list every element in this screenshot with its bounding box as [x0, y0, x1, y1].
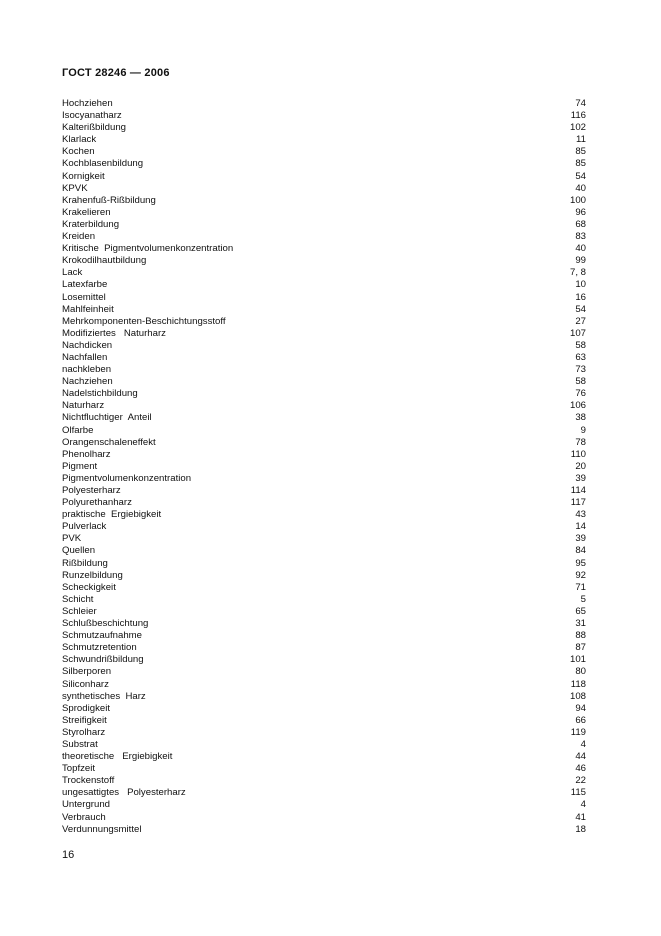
index-page-ref: 63	[575, 351, 586, 363]
index-entry	[62, 461, 588, 473]
index-term: Mehrkomponenten-Beschichtungsstoff	[62, 315, 226, 327]
index-page-ref: 108	[569, 690, 586, 702]
index-entry	[62, 255, 588, 267]
index-entry	[62, 195, 588, 207]
index-page-ref: 4	[580, 799, 586, 811]
index-entry	[62, 521, 588, 533]
index-term: PVK	[62, 533, 82, 545]
index-entry	[62, 824, 588, 836]
index-page-ref: 46	[575, 763, 586, 775]
index-entry	[62, 618, 588, 630]
index-entry	[62, 352, 588, 364]
index-term: synthetisches Harz	[62, 690, 146, 702]
index-term: theoretische Ergiebigkeit	[62, 751, 173, 763]
index-page-ref: 85	[575, 158, 586, 170]
index-page-ref: 38	[575, 412, 586, 424]
index-term: Kreiden	[62, 231, 96, 243]
index-entry	[62, 606, 588, 618]
index-term: Pigment	[62, 460, 98, 472]
index-page-ref: 84	[575, 545, 586, 557]
index-term: Streifigkeit	[62, 714, 107, 726]
index-term: Nadelstichbildung	[62, 388, 138, 400]
index-entry	[62, 267, 588, 279]
index-entry	[62, 400, 588, 412]
index-term: Untergrund	[62, 799, 110, 811]
index-term: Lack	[62, 267, 83, 279]
index-page-ref: 10	[575, 279, 586, 291]
index-entry	[62, 171, 588, 183]
index-entry	[62, 570, 588, 582]
index-term: Orangenschaleneffekt	[62, 436, 156, 448]
index-term: Schwundrißbildung	[62, 654, 144, 666]
index-entry	[62, 122, 588, 134]
index-entry	[62, 485, 588, 497]
index-entry	[62, 582, 588, 594]
index-page-ref: 16	[575, 291, 586, 303]
index-page-ref: 102	[569, 122, 586, 134]
index-page-ref: 39	[575, 533, 586, 545]
index-term: Polyesterharz	[62, 485, 121, 496]
index-entry	[62, 691, 588, 703]
index-page-ref: 76	[575, 388, 586, 400]
index-term: Trockenstoff	[62, 775, 115, 787]
index-term: Runzelbildung	[62, 569, 123, 581]
index-page-ref: 115	[570, 787, 586, 799]
index-page-ref: 119	[570, 726, 586, 738]
index-entry	[62, 727, 588, 739]
index-entry	[62, 449, 588, 461]
index-term: KPVK	[62, 182, 88, 194]
index-term: Schmutzaufnahme	[62, 630, 142, 642]
index-entry	[62, 497, 588, 509]
index-entry	[62, 533, 588, 545]
index-entry	[62, 594, 588, 606]
index-entry	[62, 642, 588, 654]
index-entry	[62, 328, 588, 340]
index-page-ref: 78	[575, 436, 586, 448]
index-entry	[62, 437, 588, 449]
index-page-ref: 54	[575, 303, 586, 315]
index-term: Pulverlack	[62, 521, 107, 533]
index-entry	[62, 110, 588, 122]
index-page-ref: 95	[575, 557, 586, 569]
index-term: Klarlack	[62, 134, 97, 146]
index-entry	[62, 715, 588, 727]
index-term: Rißbildung	[62, 557, 108, 569]
index-term: Silberporen	[62, 666, 112, 678]
index-term: Verbrauch	[62, 811, 106, 823]
index-entry	[62, 473, 588, 485]
index-term: Verdunnungsmittel	[62, 823, 142, 835]
index-page-ref: 99	[575, 255, 586, 267]
index-page-ref: 118	[570, 678, 586, 690]
index-page-ref: 43	[575, 509, 586, 521]
index-term: Topfzeit	[62, 763, 96, 775]
index-page-ref: 83	[575, 231, 586, 243]
index-term: Kalterißbildung	[62, 122, 126, 134]
index-page-ref: 65	[575, 605, 586, 617]
index-term: Losemittel	[62, 291, 106, 303]
index-entry	[62, 316, 588, 328]
index-page-ref: 66	[575, 714, 586, 726]
index-entry	[62, 509, 588, 521]
alphabetical-index	[62, 98, 588, 836]
index-term: Substrat	[62, 738, 98, 750]
index-page-ref: 7, 8	[569, 267, 586, 279]
index-entry	[62, 364, 588, 376]
index-entry	[62, 412, 588, 424]
index-page-ref: 117	[570, 497, 586, 509]
index-page-ref: 114	[570, 485, 586, 496]
index-page-ref: 71	[575, 581, 586, 593]
index-entry	[62, 183, 588, 195]
index-page-ref: 39	[575, 472, 586, 484]
index-page-ref: 4	[580, 738, 586, 750]
index-term: Krahenfuß-Rißbildung	[62, 194, 156, 206]
index-term: praktische Ergiebigkeit	[62, 509, 162, 521]
index-entry	[62, 98, 588, 110]
index-entry	[62, 654, 588, 666]
index-entry	[62, 666, 588, 678]
index-page-ref: 14	[575, 521, 586, 533]
index-page-ref: 41	[575, 811, 586, 823]
index-term: Hochziehen	[62, 98, 113, 109]
index-page-ref: 96	[575, 206, 586, 218]
index-page-ref: 18	[575, 823, 586, 835]
index-entry	[62, 376, 588, 388]
index-term: Olfarbe	[62, 424, 94, 436]
index-term: Polyurethanharz	[62, 497, 132, 509]
index-page-ref: 22	[575, 775, 586, 787]
index-term: Schleier	[62, 605, 97, 617]
index-term: Sprodigkeit	[62, 702, 110, 714]
index-page-ref: 107	[569, 327, 586, 339]
index-entry	[62, 388, 588, 400]
index-page-ref: 106	[569, 400, 586, 412]
index-page-ref: 80	[575, 666, 586, 678]
index-entry	[62, 799, 588, 811]
index-page-ref: 58	[575, 376, 586, 388]
index-term: Siliconharz	[62, 678, 109, 690]
index-entry	[62, 231, 588, 243]
index-term: Schlußbeschichtung	[62, 618, 149, 630]
index-entry	[62, 146, 588, 158]
index-page-ref: 20	[575, 460, 586, 472]
index-term: Modifiziertes Naturharz	[62, 327, 166, 339]
index-term: Kritische Pigmentvolumenkonzentration	[62, 243, 234, 255]
index-page-ref: 101	[569, 654, 586, 666]
index-term: Scheckigkeit	[62, 581, 116, 593]
index-term: ungesattigtes Polyesterharz	[62, 787, 186, 799]
index-page-ref: 116	[570, 110, 586, 122]
index-entry	[62, 630, 588, 642]
index-page-ref: 88	[575, 630, 586, 642]
index-term: Styrolharz	[62, 726, 106, 738]
index-entry	[62, 304, 588, 316]
index-term: Nichtfluchtiger Anteil	[62, 412, 152, 424]
document-header: ГОСТ 28246 — 2006	[62, 67, 170, 79]
index-entry	[62, 787, 588, 799]
index-entry	[62, 243, 588, 255]
index-term: Phenolharz	[62, 448, 111, 460]
index-entry	[62, 340, 588, 352]
index-entry	[62, 763, 588, 775]
index-term: Kochblasenbildung	[62, 158, 144, 170]
index-page-ref: 73	[575, 364, 586, 376]
index-page-ref: 44	[575, 751, 586, 763]
index-page-ref: 58	[575, 339, 586, 351]
index-entry	[62, 558, 588, 570]
index-page-ref: 87	[575, 642, 586, 654]
index-term: Naturharz	[62, 400, 105, 412]
index-term: Isocyanatharz	[62, 110, 122, 122]
index-entry	[62, 751, 588, 763]
index-entry	[62, 292, 588, 304]
index-page-ref: 5	[580, 593, 586, 605]
index-page-ref: 85	[575, 146, 586, 158]
index-entry	[62, 279, 588, 291]
index-term: Nachdicken	[62, 339, 113, 351]
index-page-ref: 74	[575, 98, 586, 109]
index-term: Nachfallen	[62, 351, 108, 363]
index-term: Kraterbildung	[62, 218, 120, 230]
index-term: nachkleben	[62, 364, 112, 376]
index-page-ref: 40	[575, 243, 586, 255]
index-page-ref: 110	[570, 448, 586, 460]
index-term: Latexfarbe	[62, 279, 108, 291]
index-page-ref: 94	[575, 702, 586, 714]
index-page-ref: 40	[575, 182, 586, 194]
index-term: Kochen	[62, 146, 95, 158]
index-page-ref: 54	[575, 170, 586, 182]
index-entry	[62, 219, 588, 231]
index-entry	[62, 775, 588, 787]
index-entry	[62, 207, 588, 219]
index-page-ref: 100	[569, 194, 586, 206]
index-entry	[62, 703, 588, 715]
index-term: Kornigkeit	[62, 170, 105, 182]
index-term: Schicht	[62, 593, 94, 605]
page-number: 16	[62, 849, 75, 861]
index-entry	[62, 134, 588, 146]
index-term: Mahlfeinheit	[62, 303, 114, 315]
index-page-ref: 31	[575, 618, 586, 630]
index-term: Pigmentvolumenkonzentration	[62, 472, 192, 484]
index-page-ref: 11	[576, 134, 586, 146]
index-page-ref: 68	[575, 218, 586, 230]
index-entry	[62, 739, 588, 751]
index-entry	[62, 679, 588, 691]
index-entry	[62, 812, 588, 824]
index-term: Quellen	[62, 545, 96, 557]
index-entry	[62, 158, 588, 170]
index-term: Krokodilhautbildung	[62, 255, 147, 267]
index-entry	[62, 545, 588, 557]
index-term: Schmutzretention	[62, 642, 137, 654]
index-term: Krakelieren	[62, 206, 111, 218]
index-page-ref: 9	[580, 424, 586, 436]
index-page-ref: 27	[575, 315, 586, 327]
index-entry	[62, 425, 588, 437]
index-page-ref: 92	[575, 569, 586, 581]
index-term: Nachziehen	[62, 376, 113, 388]
